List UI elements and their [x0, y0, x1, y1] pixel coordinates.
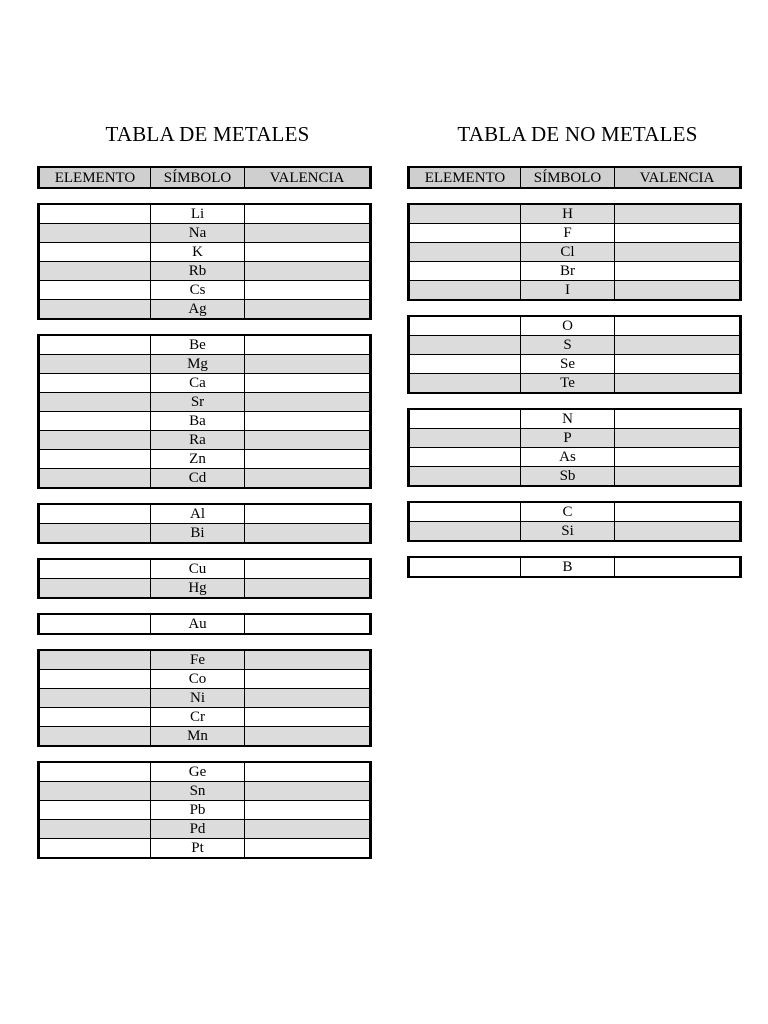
table-row: [410, 336, 739, 355]
table-row: [40, 839, 369, 857]
header-valencia: VALENCIA: [615, 168, 739, 187]
elemento-cell[interactable]: [40, 300, 151, 318]
valencia-cell[interactable]: [245, 355, 369, 374]
simbolo-cell: Se: [521, 355, 615, 374]
element-group-table: [37, 203, 372, 320]
element-group-table: [37, 649, 372, 747]
simbolo-cell: Te: [521, 374, 615, 392]
simbolo-cell: Au: [151, 615, 245, 633]
element-group-table: [407, 315, 742, 394]
table-row: [40, 560, 369, 579]
valencia-cell[interactable]: [615, 317, 739, 336]
simbolo-cell: H: [521, 205, 615, 224]
metales-groups: [37, 203, 372, 859]
simbolo-cell: Ra: [151, 431, 245, 450]
header-simbolo: SÍMBOLO: [151, 168, 245, 187]
table-row: [40, 505, 369, 524]
elemento-cell[interactable]: [410, 262, 521, 281]
table-row: [40, 431, 369, 450]
valencia-cell[interactable]: [615, 503, 739, 522]
table-row: [40, 801, 369, 820]
valencia-cell[interactable]: [245, 205, 369, 224]
simbolo-cell: S: [521, 336, 615, 355]
table-row: [410, 262, 739, 281]
elemento-cell[interactable]: [410, 355, 521, 374]
valencia-cell[interactable]: [245, 782, 369, 801]
elemento-cell[interactable]: [410, 558, 521, 576]
elemento-cell[interactable]: [40, 505, 151, 524]
elemento-cell[interactable]: [40, 281, 151, 300]
header-elemento: ELEMENTO: [40, 168, 151, 187]
valencia-cell[interactable]: [245, 560, 369, 579]
simbolo-cell: Ca: [151, 374, 245, 393]
valencia-cell[interactable]: [245, 262, 369, 281]
valencia-cell[interactable]: [615, 374, 739, 392]
metales-title: TABLA DE METALES: [105, 122, 310, 146]
elemento-cell[interactable]: [40, 560, 151, 579]
elemento-cell[interactable]: [410, 224, 521, 243]
valencia-cell[interactable]: [615, 448, 739, 467]
valencia-cell[interactable]: [245, 431, 369, 450]
valencia-cell[interactable]: [615, 336, 739, 355]
simbolo-cell: Cs: [151, 281, 245, 300]
elemento-cell[interactable]: [410, 281, 521, 299]
element-group-table: [407, 556, 742, 578]
element-group-table: [37, 613, 372, 635]
valencia-cell[interactable]: [245, 374, 369, 393]
simbolo-cell: Cd: [151, 469, 245, 487]
simbolo-cell: Sr: [151, 393, 245, 412]
elemento-cell[interactable]: [410, 336, 521, 355]
elemento-cell[interactable]: [410, 448, 521, 467]
elemento-cell[interactable]: [40, 763, 151, 782]
simbolo-cell: Na: [151, 224, 245, 243]
table-row: [40, 763, 369, 782]
table-row: [40, 412, 369, 431]
elemento-cell[interactable]: [410, 374, 521, 392]
elemento-cell[interactable]: [40, 689, 151, 708]
simbolo-cell: O: [521, 317, 615, 336]
simbolo-cell: K: [151, 243, 245, 262]
valencia-cell[interactable]: [245, 708, 369, 727]
simbolo-cell: As: [521, 448, 615, 467]
no-metales-header-table: [407, 166, 742, 189]
elemento-cell[interactable]: [40, 670, 151, 689]
simbolo-cell: Sn: [151, 782, 245, 801]
elemento-cell[interactable]: [40, 651, 151, 670]
simbolo-cell: B: [521, 558, 615, 576]
simbolo-cell: Sb: [521, 467, 615, 485]
table-row: [40, 281, 369, 300]
valencia-cell[interactable]: [615, 205, 739, 224]
table-row: [40, 262, 369, 281]
elemento-cell[interactable]: [40, 262, 151, 281]
element-group-table: [407, 408, 742, 487]
valencia-cell[interactable]: [615, 467, 739, 485]
elemento-cell[interactable]: [40, 431, 151, 450]
elemento-cell[interactable]: [40, 820, 151, 839]
elemento-cell[interactable]: [40, 336, 151, 355]
simbolo-cell: N: [521, 410, 615, 429]
valencia-cell[interactable]: [245, 839, 369, 857]
table-row: [410, 410, 739, 429]
simbolo-cell: Rb: [151, 262, 245, 281]
valencia-cell[interactable]: [615, 410, 739, 429]
metales-header-row: [40, 168, 369, 187]
valencia-cell[interactable]: [245, 579, 369, 597]
table-row: [40, 374, 369, 393]
table-row: [40, 336, 369, 355]
elemento-cell[interactable]: [40, 224, 151, 243]
table-row: [40, 615, 369, 633]
elemento-cell[interactable]: [40, 412, 151, 431]
table-row: [40, 469, 369, 487]
elemento-cell[interactable]: [40, 355, 151, 374]
no-metales-column: [407, 118, 742, 592]
valencia-cell[interactable]: [245, 224, 369, 243]
valencia-cell[interactable]: [615, 281, 739, 299]
elemento-cell[interactable]: [40, 782, 151, 801]
simbolo-cell: C: [521, 503, 615, 522]
elemento-cell[interactable]: [40, 524, 151, 542]
valencia-cell[interactable]: [615, 262, 739, 281]
header-elemento: ELEMENTO: [410, 168, 521, 187]
element-group-table: [37, 503, 372, 544]
simbolo-cell: Cl: [521, 243, 615, 262]
valencia-cell[interactable]: [245, 336, 369, 355]
table-row: [40, 243, 369, 262]
valencia-cell[interactable]: [245, 820, 369, 839]
valencia-cell[interactable]: [615, 558, 739, 576]
table-row: [40, 355, 369, 374]
simbolo-cell: Fe: [151, 651, 245, 670]
simbolo-cell: P: [521, 429, 615, 448]
elemento-cell[interactable]: [410, 410, 521, 429]
simbolo-cell: Pd: [151, 820, 245, 839]
valencia-cell[interactable]: [615, 224, 739, 243]
simbolo-cell: Pt: [151, 839, 245, 857]
table-row: [40, 205, 369, 224]
table-row: [40, 820, 369, 839]
elemento-cell[interactable]: [410, 429, 521, 448]
elemento-cell[interactable]: [40, 374, 151, 393]
table-row: [410, 467, 739, 485]
valencia-cell[interactable]: [245, 412, 369, 431]
metales-column: [37, 118, 372, 873]
simbolo-cell: Li: [151, 205, 245, 224]
no-metales-title: TABLA DE NO METALES: [457, 122, 698, 146]
simbolo-cell: Co: [151, 670, 245, 689]
table-row: [410, 355, 739, 374]
valencia-cell[interactable]: [245, 689, 369, 708]
valencia-cell[interactable]: [615, 429, 739, 448]
valencia-cell[interactable]: [245, 469, 369, 487]
element-group-table: [407, 203, 742, 301]
valencia-cell[interactable]: [245, 651, 369, 670]
simbolo-cell: I: [521, 281, 615, 299]
table-row: [410, 374, 739, 392]
elemento-cell[interactable]: [40, 727, 151, 745]
simbolo-cell: Bi: [151, 524, 245, 542]
table-row: [40, 689, 369, 708]
no-metales-groups: [407, 203, 742, 578]
elemento-cell[interactable]: [40, 469, 151, 487]
element-group-table: [37, 334, 372, 489]
element-group-table: [37, 761, 372, 859]
table-row: [410, 205, 739, 224]
elemento-cell[interactable]: [40, 393, 151, 412]
elemento-cell[interactable]: [410, 243, 521, 262]
table-row: [410, 317, 739, 336]
elemento-cell[interactable]: [410, 467, 521, 485]
simbolo-cell: Si: [521, 522, 615, 540]
elemento-cell[interactable]: [40, 205, 151, 224]
elemento-cell[interactable]: [410, 522, 521, 540]
table-row: [410, 224, 739, 243]
element-group-table: [37, 558, 372, 599]
simbolo-cell: Mg: [151, 355, 245, 374]
valencia-cell[interactable]: [245, 615, 369, 633]
table-row: [40, 300, 369, 318]
simbolo-cell: Ge: [151, 763, 245, 782]
table-row: [410, 429, 739, 448]
valencia-cell[interactable]: [615, 355, 739, 374]
header-simbolo: SÍMBOLO: [521, 168, 615, 187]
simbolo-cell: Al: [151, 505, 245, 524]
table-row: [40, 224, 369, 243]
valencia-cell[interactable]: [245, 670, 369, 689]
table-row: [40, 393, 369, 412]
table-row: [40, 651, 369, 670]
elemento-cell[interactable]: [410, 503, 521, 522]
elemento-cell[interactable]: [40, 243, 151, 262]
simbolo-cell: Pb: [151, 801, 245, 820]
elemento-cell[interactable]: [40, 450, 151, 469]
valencia-cell[interactable]: [245, 281, 369, 300]
simbolo-cell: Ba: [151, 412, 245, 431]
elemento-cell[interactable]: [40, 839, 151, 857]
table-row: [40, 708, 369, 727]
valencia-cell[interactable]: [245, 801, 369, 820]
valencia-cell[interactable]: [245, 524, 369, 542]
simbolo-cell: Cu: [151, 560, 245, 579]
elemento-cell[interactable]: [40, 579, 151, 597]
valencia-cell[interactable]: [245, 393, 369, 412]
table-row: [40, 727, 369, 745]
valencia-cell[interactable]: [245, 450, 369, 469]
header-valencia: VALENCIA: [245, 168, 369, 187]
valencia-cell[interactable]: [245, 763, 369, 782]
simbolo-cell: Be: [151, 336, 245, 355]
table-row: [40, 782, 369, 801]
no-metales-header-row: [410, 168, 739, 187]
simbolo-cell: Mn: [151, 727, 245, 745]
table-row: [40, 524, 369, 542]
table-row: [410, 448, 739, 467]
simbolo-cell: Hg: [151, 579, 245, 597]
simbolo-cell: F: [521, 224, 615, 243]
simbolo-cell: Br: [521, 262, 615, 281]
simbolo-cell: Cr: [151, 708, 245, 727]
elemento-cell[interactable]: [40, 708, 151, 727]
table-row: [40, 579, 369, 597]
elemento-cell[interactable]: [40, 801, 151, 820]
elemento-cell[interactable]: [410, 205, 521, 224]
simbolo-cell: Ni: [151, 689, 245, 708]
element-group-table: [407, 501, 742, 542]
valencia-cell[interactable]: [245, 727, 369, 745]
table-row: [410, 243, 739, 262]
table-row: [410, 503, 739, 522]
elemento-cell[interactable]: [410, 317, 521, 336]
valencia-cell[interactable]: [615, 243, 739, 262]
table-row: [410, 522, 739, 540]
valencia-cell[interactable]: [245, 300, 369, 318]
table-row: [40, 450, 369, 469]
metales-header-table: [37, 166, 372, 189]
valencia-cell[interactable]: [245, 243, 369, 262]
simbolo-cell: Zn: [151, 450, 245, 469]
table-row: [410, 281, 739, 299]
simbolo-cell: Ag: [151, 300, 245, 318]
table-row: [410, 558, 739, 576]
elemento-cell[interactable]: [40, 615, 151, 633]
valencia-cell[interactable]: [245, 505, 369, 524]
valencia-cell[interactable]: [615, 522, 739, 540]
table-row: [40, 670, 369, 689]
